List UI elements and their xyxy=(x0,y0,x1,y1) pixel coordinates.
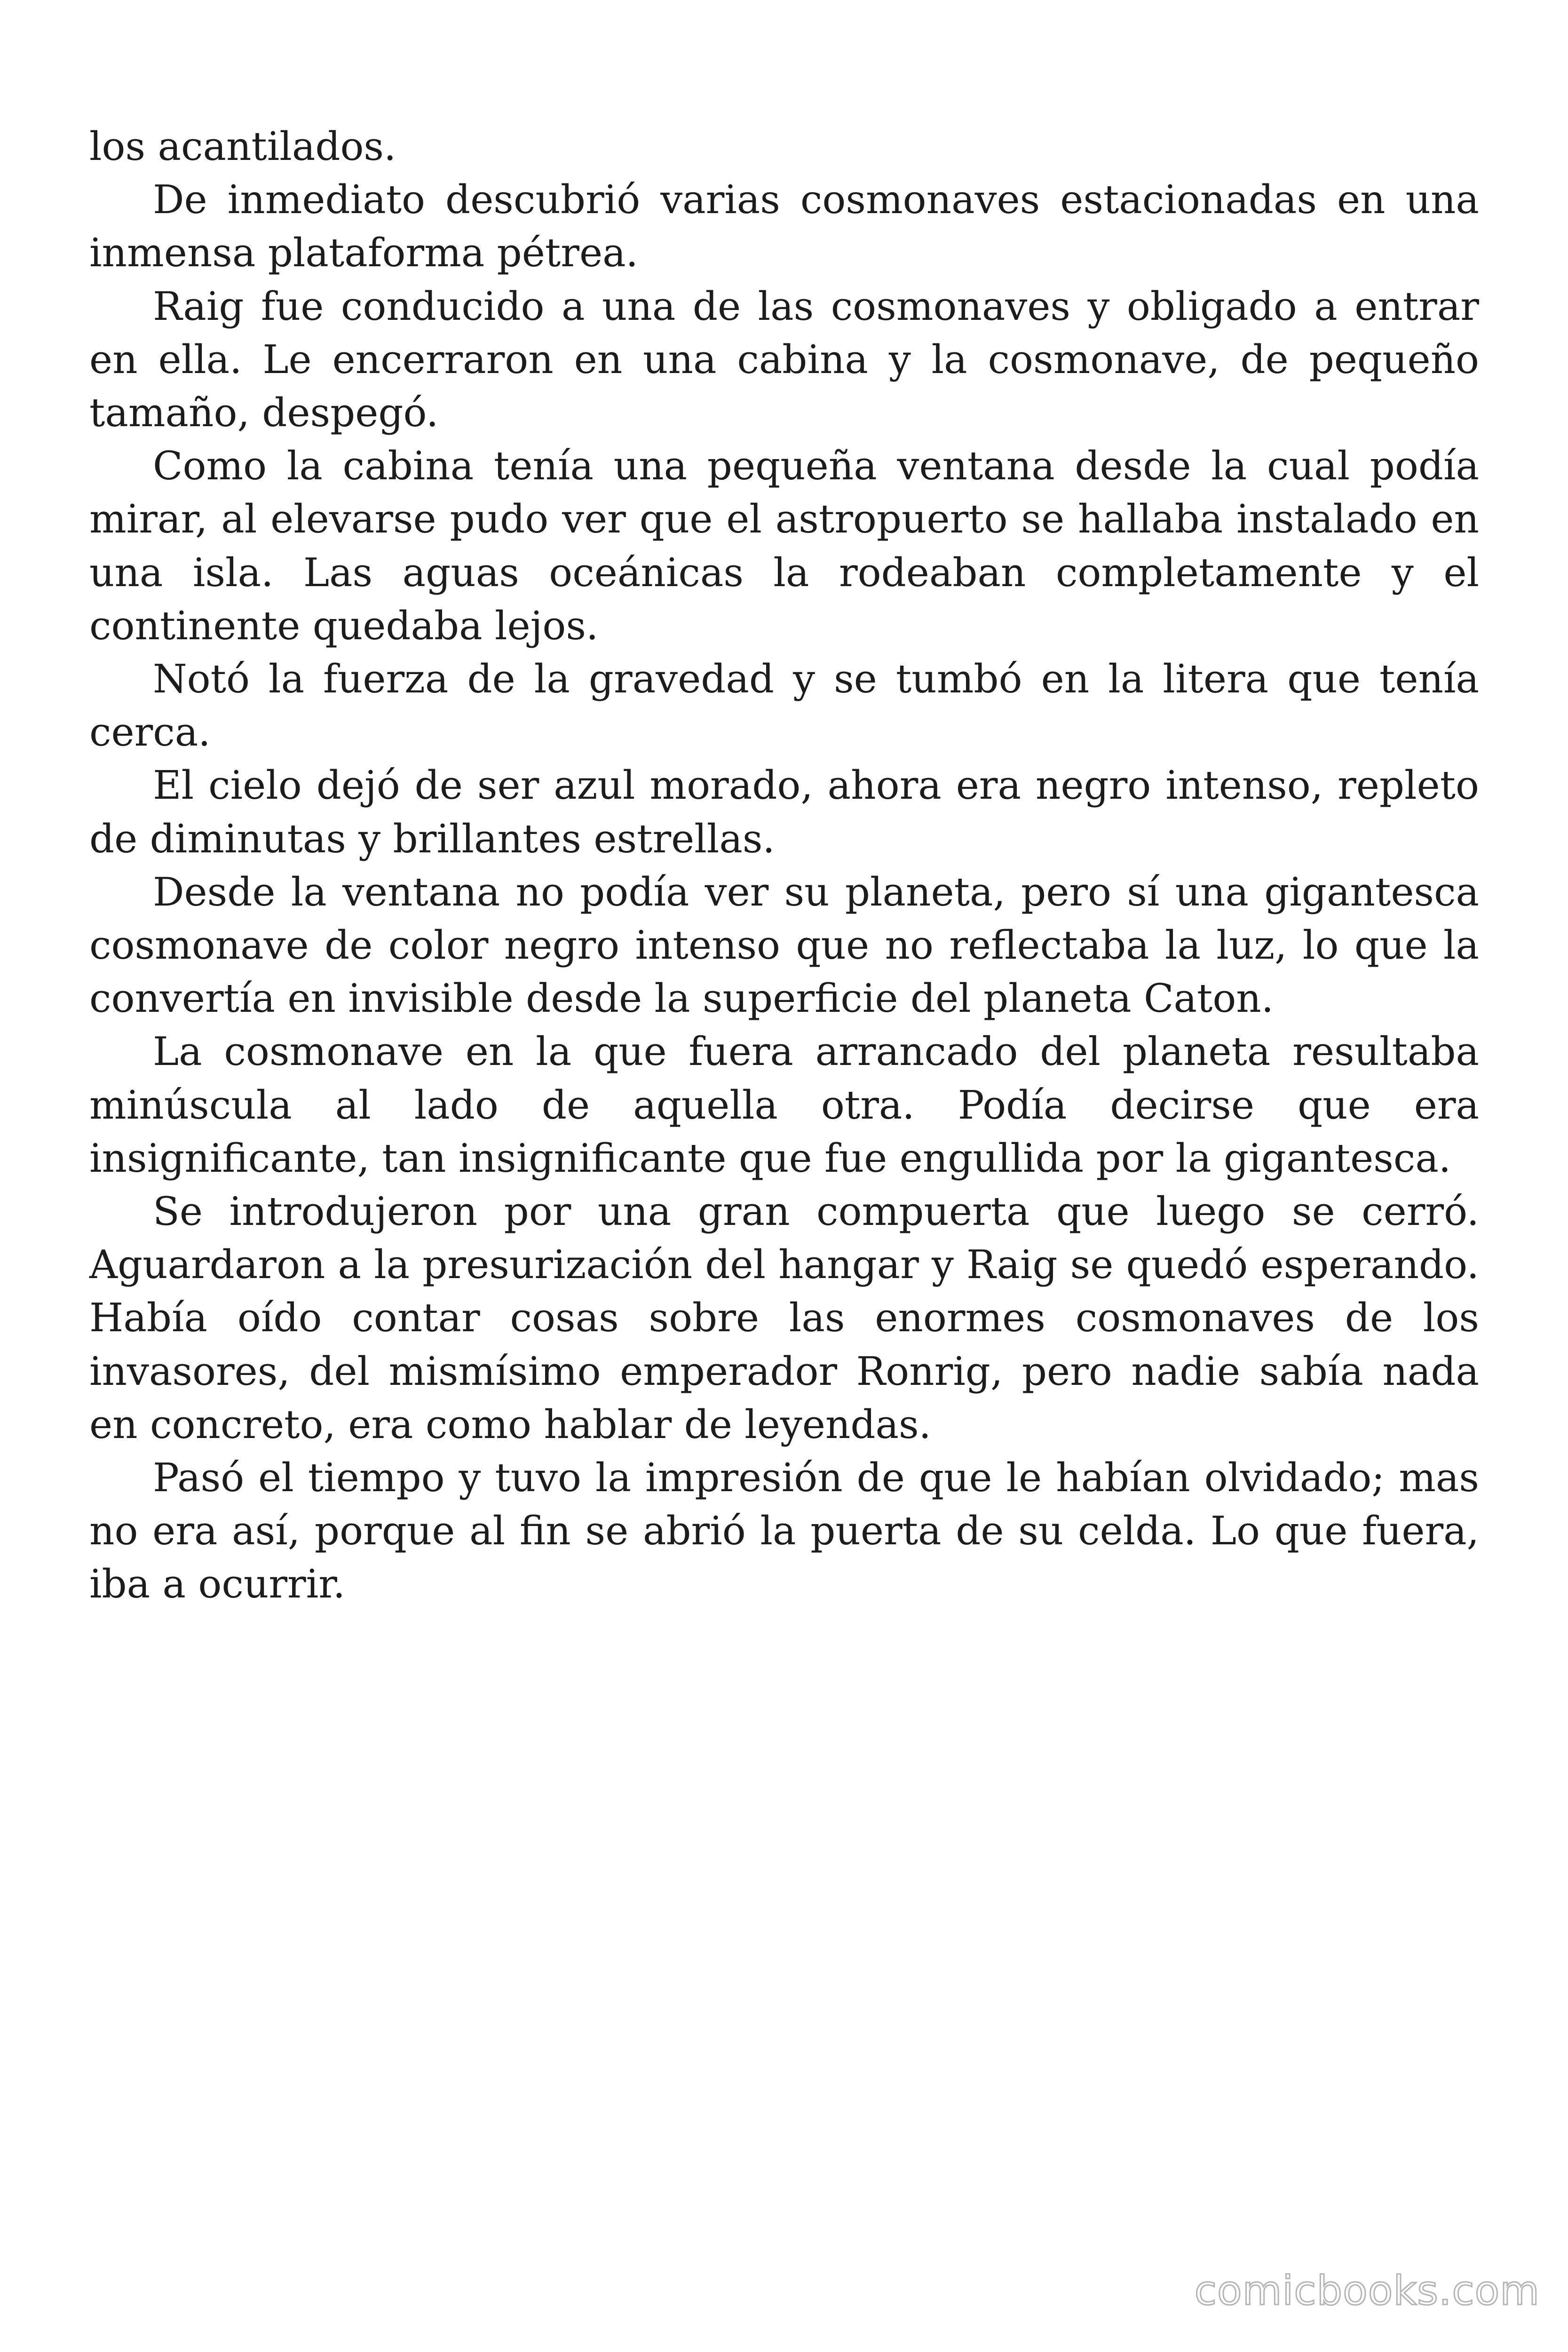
paragraph: Como la cabina tenía una pequeña ventana desde la cual podía mirar, al elevarse pudo ver que el astropuerto se hallaba instalado en una isla. Las aguas oceánicas la rodeaban completamente y el continente quedaba lejos. xyxy=(89,443,1479,649)
paragraph: Desde la ventana no podía ver su planeta, pero sí una gigantesca cosmonave de color negro intenso que no reflectaba la luz, lo que la convertía en invisible desde la superficie del planeta Caton. xyxy=(89,869,1479,1022)
paragraph: La cosmonave en la que fuera arrancado del planeta resultaba minúscula al lado de aquella otra. Podía decirse que era insignificante, tan insignificante que fue engullida por la gigantesca. xyxy=(89,1029,1479,1181)
watermark: comicbooks.com xyxy=(1194,2267,1540,2314)
page-text xyxy=(89,120,1479,1611)
paragraph: De inmediato descubrió varias cosmonaves estacionadas en una inmensa plataforma pétrea. xyxy=(89,177,1479,276)
paragraph: los acantilados. xyxy=(89,124,396,169)
paragraph: Pasó el tiempo y tuvo la impresión de que le habían olvidado; mas no era así, porque al fin se abrió la puerta de su celda. Lo que fuera, iba a ocurrir. xyxy=(89,1455,1479,1607)
paragraph: Se introdujeron por una gran compuerta que luego se cerró. Aguardaron a la presurización del hangar y Raig se quedó esperando. Había oído contar cosas sobre las enormes cosmonaves de los invasores, del mismísimo emperador Ronrig, pero nadie sabía nada en concreto, era como hablar de leyendas. xyxy=(89,1189,1479,1447)
paragraph: Notó la fuerza de la gravedad y se tumbó en la litera que tenía cerca. xyxy=(89,656,1479,755)
paragraph: El cielo dejó de ser azul morado, ahora era negro intenso, repleto de diminutas y brillantes estrellas. xyxy=(89,763,1479,862)
paragraph: Raig fue conducido a una de las cosmonaves y obligado a entrar en ella. Le encerraron en una cabina y la cosmonave, de pequeño tamaño, despegó. xyxy=(89,283,1479,436)
